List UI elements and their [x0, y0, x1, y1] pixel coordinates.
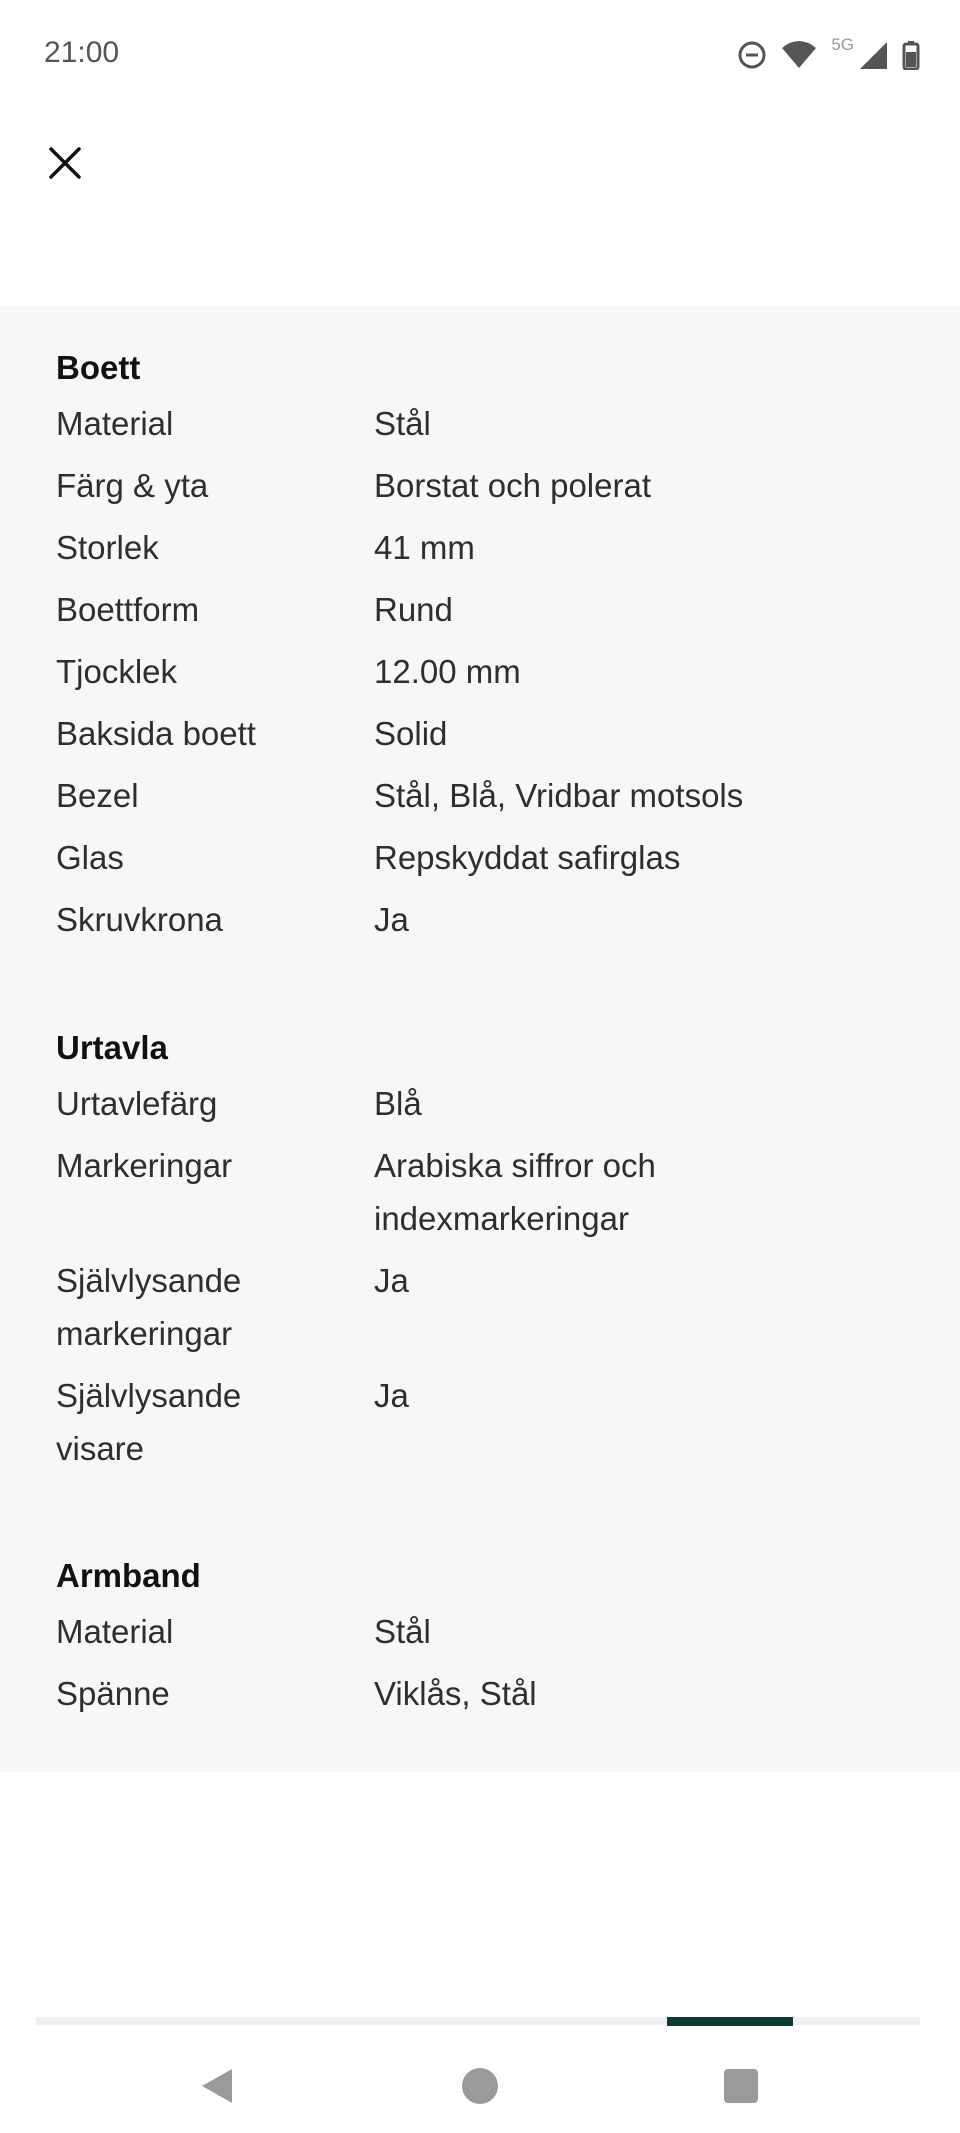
spec-value: Ja [374, 1377, 409, 1414]
spec-row [56, 583, 916, 636]
spec-row [56, 1139, 916, 1245]
spec-row [56, 645, 916, 698]
spec-section-urtavla [56, 1019, 916, 1484]
spec-label: Skruvkrona [56, 901, 223, 938]
spec-row [56, 521, 916, 574]
section-title: Armband [56, 1557, 201, 1594]
close-icon[interactable] [48, 146, 82, 185]
spec-value: 41 mm [374, 529, 475, 566]
spec-row [56, 831, 916, 884]
spec-label: Markeringar [56, 1147, 233, 1184]
spec-row [56, 707, 916, 760]
spec-row [56, 1605, 916, 1658]
spec-value: 12.00 mm [374, 653, 521, 690]
spec-row [56, 893, 916, 946]
spec-label: Färg & yta [56, 467, 209, 504]
spec-row [56, 459, 916, 512]
navigation-bar [0, 2040, 960, 2133]
spec-label: Glas [56, 839, 124, 876]
spec-row [56, 1254, 916, 1360]
spec-row [56, 1667, 916, 1720]
spec-label: Material [56, 405, 174, 442]
spec-section-boett [56, 339, 916, 955]
recents-square-icon[interactable] [723, 2068, 759, 2109]
battery-icon [902, 40, 920, 70]
spec-value: Stål, Blå, Vridbar motsols [374, 777, 744, 814]
spec-value: Viklås, Stål [374, 1675, 537, 1712]
spec-panel [0, 306, 960, 1772]
nav-home-button[interactable] [450, 2058, 510, 2118]
spec-value: Arabiska siffror och indexmarkeringar [374, 1147, 656, 1237]
spec-label: Boettform [56, 591, 200, 628]
spec-value: Rund [374, 591, 453, 628]
spec-value: Stål [374, 1613, 431, 1650]
network-label: 5G [831, 35, 854, 54]
close-button[interactable] [40, 140, 90, 190]
spec-label: Urtavlefärg [56, 1085, 218, 1122]
spec-value: Ja [374, 1262, 409, 1299]
spec-value: Borstat och polerat [374, 467, 651, 504]
nav-back-button[interactable] [188, 2058, 248, 2118]
status-bar [0, 0, 960, 112]
spec-value: Repskyddat safirglas [374, 839, 681, 876]
nav-recents-button[interactable] [711, 2058, 771, 2118]
section-title: Urtavla [56, 1029, 168, 1066]
spec-label: Självlysande markeringar [56, 1262, 242, 1352]
home-circle-icon[interactable] [460, 2066, 500, 2111]
signal-icon [858, 40, 888, 70]
spec-value: Blå [374, 1085, 422, 1122]
spec-value: Solid [374, 715, 448, 752]
spec-label: Självlysande visare [56, 1377, 242, 1467]
spec-row [56, 397, 916, 450]
wifi-icon [781, 40, 817, 70]
spec-label: Storlek [56, 529, 159, 566]
spec-label: Bezel [56, 777, 139, 814]
do-not-disturb-icon [737, 40, 767, 70]
spec-value: Ja [374, 901, 409, 938]
spec-value: Stål [374, 405, 431, 442]
spec-row [56, 769, 916, 822]
spec-label: Material [56, 1613, 174, 1650]
spec-row [56, 1369, 916, 1475]
spec-label: Baksida boett [56, 715, 256, 752]
status-icons [737, 36, 920, 74]
section-title: Boett [56, 349, 141, 386]
back-triangle-icon[interactable] [198, 2066, 238, 2111]
spec-section-armband [56, 1547, 916, 1729]
spec-label: Tjocklek [56, 653, 178, 690]
tab-indicator-active [667, 2017, 793, 2026]
spec-row [56, 1077, 916, 1130]
status-time: 21:00 [44, 36, 120, 69]
spec-label: Spänne [56, 1675, 170, 1712]
